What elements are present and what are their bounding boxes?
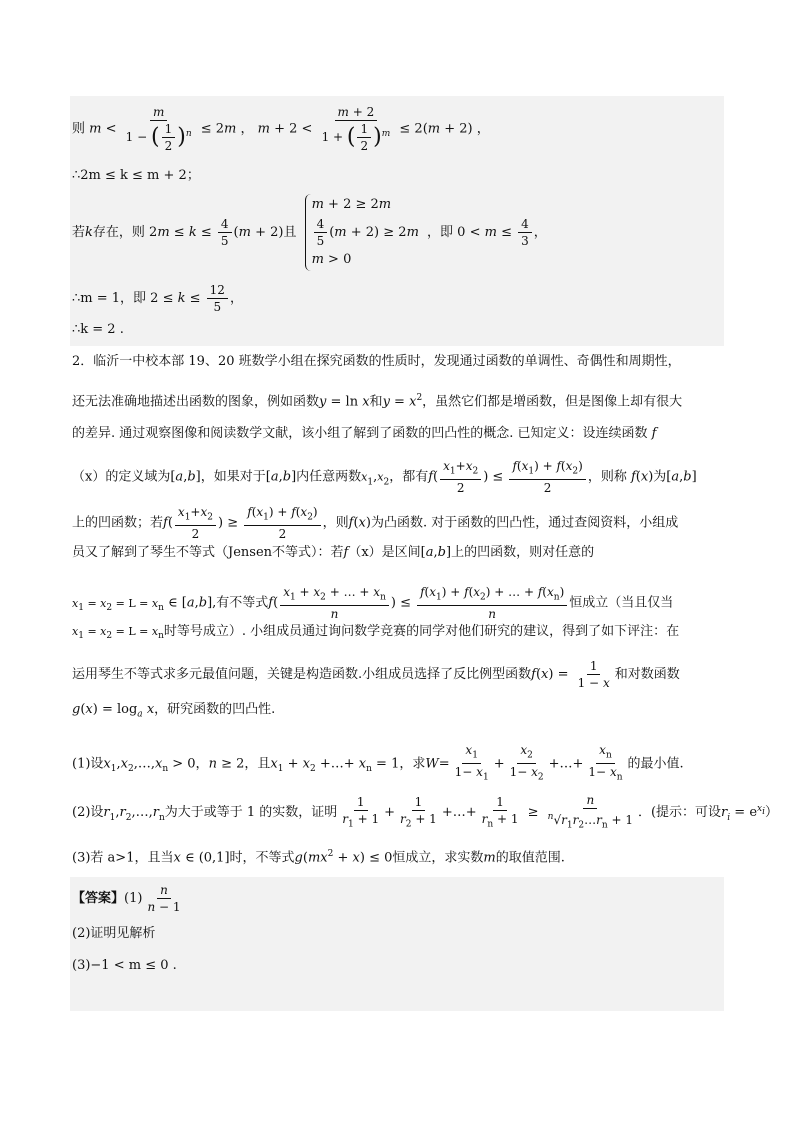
- problem-line-9: 运用琴生不等式求多元最值问题，关键是构造函数.小组成员选择了反比例型函数f(x) = $\frac{1}{1 - x}$ 和对数函数: [72, 659, 680, 690]
- problem-line-4: （x）的定义域为[a,b]，如果对于[a,b]内任意两数$x_1,x_2$，都有f( $\frac{x_1+x_2}{2}$ ) ≤ $\frac{f(x_1) + f(x_2)}{2}$ ，则称 f(x)为[a,b]: [72, 459, 697, 496]
- solution-line-1: 则 m < m 1 − ( $\frac{1}{2}$ )$^n$ ≤ 2m ， m + 2 < m + 2 1 + ( $\frac{1}{2}$ )$^m$ ≤ 2(m + 2) ，: [72, 105, 490, 153]
- question-1: (1)设$x_1,x_2,\dots,x_n > 0$，n ≥ 2，且$x_1 + x_2$ +…+ $x_n = 1$，求W= $\frac{x_1}{1- x_1}$ + $\frac{x_2}{1- x_2}$ +…+ $\frac{x_n}{1- x_n}$ 的最小值.: [72, 743, 684, 783]
- solution-line-4: ∴m = 1，即 2 ≤ k ≤ $\frac{12}{5}$ ，: [72, 283, 243, 314]
- problem-line-10: $g(x) = \log_a x$，研究函数的凹凸性.: [72, 702, 276, 720]
- answer-line-1: 【答案】(1) $\frac{n}{n - 1}$: [72, 883, 181, 914]
- text-ze: 则: [72, 121, 86, 137]
- problem-line-1: 2．临沂一中校本部 19、20 班数学小组在探究函数的性质时，发现通过函数的单调性、奇偶性和周期性，: [72, 354, 681, 369]
- question-2: (2)设$r_1,r_2,\dots,r_n$为大于或等于 1 的实数，证明 $\frac{1}{r_1 + 1}$ + $\frac{1}{r_2 + 1}$ +…+ $\frac{1}{r_n + 1}$ ≥ $\frac{n}{^n√r_1r_2\dots r_n + 1}$ ．(提示：可设$r_i = e^{x_i}$）: [72, 793, 778, 831]
- solution-line-3: 若k存在，则 2m ≤ k ≤ $\frac{4}{5}$ (m + 2)且 m + 2 ≥ 2m $\frac{4}{5}$ (m + 2) ≥ 2m m > 0 ，即 0 < m ≤ $\frac{4}{3}$ ，: [72, 194, 547, 271]
- answer-label: 【答案】: [72, 891, 125, 906]
- problem-line-8: $x_1 = x_2 = L = x_n$时等号成立）. 小组成员通过询问数学竞赛的同学对他们研究的建议，得到了如下评注：在: [72, 624, 680, 642]
- answer-line-2: (2)证明见解析: [72, 926, 156, 941]
- question-3: (3)若 a>1，且当x ∈ (0,1]时，不等式$g(mx^2 + x) \le 0$恒成立，求实数m的取值范围.: [72, 849, 565, 866]
- solution-line-5: ∴k = 2 .: [72, 322, 124, 337]
- problem-line-3: 的差异. 通过观察图像和阅读数学文献，该小组了解到了函数的凹凸性的概念. 已知定义：设连续函数 f: [72, 426, 657, 441]
- problem-line-6: 员又了解到了琴生不等式（Jensen不等式）：若f（x）是区间[a,b]上的凹函数，则对任意的: [72, 545, 595, 560]
- problem-line-7: $x_1 = x_2 = L = x_n$ ∈ [a,b],有不等式f( $\frac{x_1 + x_2 + \dots + x_n}{n}$ ) ≤ $\frac{f(x_1) + f(x_2) + \dots + f(x_n)}{n}$ 恒成立（当且仅当: [72, 585, 674, 622]
- problem-line-2: 还无法准确地描述出函数的图象，例如函数y = ln x和$y = x^2$，虽然它们都是增函数，但是图像上却有很大: [72, 393, 683, 410]
- problem-line-5: 上的凹函数；若f( $\frac{x_1+x_2}{2}$ ) ≥ $\frac{f(x_1) + f(x_2)}{2}$ ，则f(x)为凸函数. 对于函数的凹凸性，通过查阅资料，小组成: [72, 505, 679, 542]
- inequality-system: m + 2 ≥ 2m $\frac{4}{5}$ (m + 2) ≥ 2m m > 0: [305, 194, 419, 271]
- answer-line-3: (3)−1 < m ≤ 0 .: [72, 958, 177, 973]
- solution-line-2: ∴2m ≤ k ≤ m + 2；: [72, 168, 200, 183]
